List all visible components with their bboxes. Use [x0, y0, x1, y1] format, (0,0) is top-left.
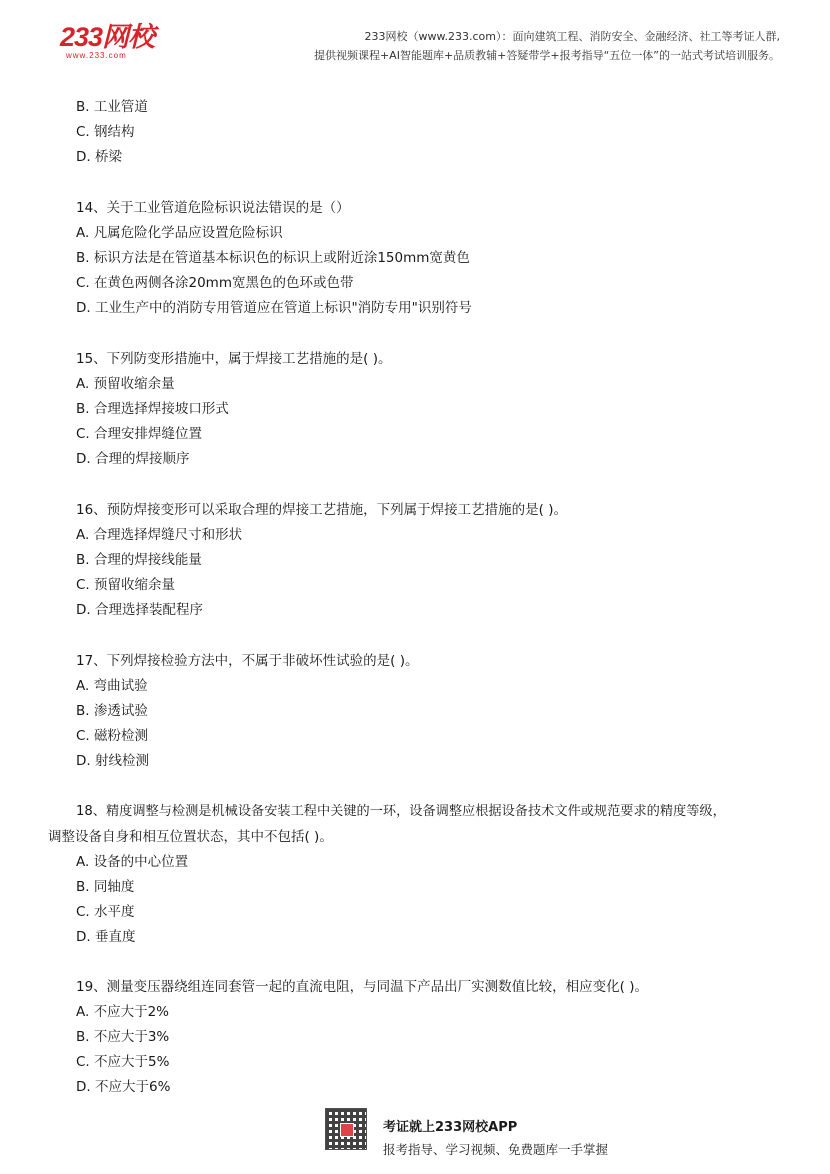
- q18-option-c: C. 水平度: [76, 904, 135, 920]
- header-line-2: 提供视频课程+AI智能题库+品质教辅+答疑带学+报考指导“五位一体”的一站式考试培训服务。: [313, 49, 780, 62]
- q13-option-b: B. 工业管道: [76, 99, 148, 115]
- logo-text: 233网校: [60, 22, 155, 52]
- q18-option-b: B. 同轴度: [76, 879, 135, 895]
- logo-url: www.233.com: [66, 51, 127, 60]
- q16-stem: 16、预防焊接变形可以采取合理的焊接工艺措施，下列属于焊接工艺措施的是( )。: [76, 502, 568, 518]
- q16-option-a: A. 合理选择焊缝尺寸和形状: [76, 527, 243, 543]
- footer-subtitle: 报考指导、学习视频、免费题库一手掌握: [383, 1142, 609, 1157]
- q18-option-d: D. 垂直度: [76, 929, 136, 945]
- header-description: [314, 27, 780, 65]
- q14-stem: 14、关于工业管道危险标识说法错误的是（）: [76, 200, 350, 216]
- q17-option-d: D. 射线检测: [76, 753, 149, 769]
- q15-stem: 15、下列防变形措施中，属于焊接工艺措施的是( )。: [76, 351, 392, 367]
- q14-option-b: B. 标识方法是在管道基本标识色的标识上或附近涂150mm宽黄色: [76, 250, 470, 266]
- qr-code-icon[interactable]: [325, 1108, 367, 1150]
- q17-stem: 17、下列焊接检验方法中，不属于非破坏性试验的是( )。: [76, 653, 419, 669]
- q15-option-d: D. 合理的焊接顺序: [76, 451, 190, 467]
- page-footer: [0, 1100, 830, 1174]
- q19-option-c: C. 不应大于5%: [76, 1054, 170, 1070]
- q17-option-c: C. 磁粉检测: [76, 728, 149, 744]
- q19-stem: 19、测量变压器绕组连同套管一起的直流电阻，与同温下产品出厂实测数值比较，相应变化( )。: [76, 979, 649, 995]
- qr-logo-icon: [340, 1123, 354, 1137]
- q18-stem-line-2: 调整设备自身和相互位置状态，其中不包括( )。: [48, 829, 333, 845]
- q14-option-a: A. 凡属危险化学品应设置危险标识: [76, 225, 283, 241]
- q15-option-b: B. 合理选择焊接坡口形式: [76, 401, 229, 417]
- footer-title: 考证就上233网校APP: [383, 1120, 518, 1135]
- header-line-1: 233网校（www.233.com）：面向建筑工程、消防安全、金融经济、社工等考证人群,: [364, 30, 780, 43]
- q15-option-c: C. 合理安排焊缝位置: [76, 426, 203, 442]
- q13-option-c: C. 钢结构: [76, 124, 135, 140]
- q14-option-c: C. 在黄色两侧各涂20mm宽黑色的色环或色带: [76, 275, 354, 291]
- q16-option-c: C. 预留收缩余量: [76, 577, 176, 593]
- page-header: [0, 0, 830, 70]
- q19-option-b: B. 不应大于3%: [76, 1029, 170, 1045]
- q15-option-a: A. 预留收缩余量: [76, 376, 175, 392]
- q18-stem-line-1: 18、精度调整与检测是机械设备安装工程中关键的一环，设备调整应根据设备技术文件或规范要求的精度等级，: [76, 804, 726, 819]
- q13-option-d: D. 桥梁: [76, 149, 122, 165]
- q16-option-d: D. 合理选择装配程序: [76, 602, 203, 618]
- q19-option-a: A. 不应大于2%: [76, 1004, 169, 1020]
- q19-option-d: D. 不应大于6%: [76, 1079, 171, 1095]
- q17-option-b: B. 渗透试验: [76, 703, 148, 719]
- q18-option-a: A. 设备的中心位置: [76, 854, 189, 870]
- q17-option-a: A. 弯曲试验: [76, 678, 148, 694]
- q16-option-b: B. 合理的焊接线能量: [76, 552, 202, 568]
- brand-logo[interactable]: [60, 24, 154, 61]
- q14-option-d: D. 工业生产中的消防专用管道应在管道上标识"消防专用"识别符号: [76, 300, 472, 316]
